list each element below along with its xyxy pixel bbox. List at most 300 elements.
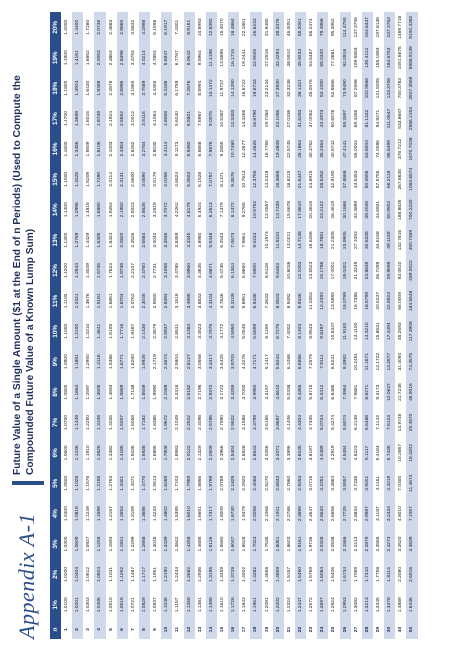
- value-cell: 5.9360: [184, 134, 195, 164]
- value-cell: 1.5609: [86, 141, 92, 157]
- period-cell: 21: [286, 626, 292, 633]
- value-cell: 4.8223: [353, 445, 359, 461]
- value-cell: 87.2598: [353, 79, 359, 98]
- header-rate: 4%: [50, 498, 61, 528]
- value-cell: 1.0303: [86, 597, 92, 613]
- value-cell: 1.4802: [161, 498, 172, 528]
- value-cell: 3.0012: [130, 111, 136, 127]
- value-cell: 9.0243: [250, 225, 261, 255]
- value-cell: 4.3839: [406, 529, 417, 559]
- value-cell: 28.6252: [317, 164, 328, 194]
- value-cell: 164.8447: [362, 12, 373, 43]
- value-cell: 2566.2153: [406, 103, 417, 133]
- value-cell: 23.9905: [340, 225, 351, 255]
- value-cell: 3.8197: [309, 445, 315, 461]
- value-cell: 11.9737: [220, 79, 226, 97]
- value-cell: 1.3310: [86, 323, 92, 339]
- value-cell: 1.0406: [94, 590, 105, 620]
- value-cell: 15.1786: [317, 255, 328, 285]
- value-cell: 69.3455: [353, 109, 359, 128]
- value-cell: 1.8424: [108, 232, 114, 248]
- value-cell: 6.2613: [206, 195, 217, 225]
- value-cell: 57.5755: [376, 170, 381, 189]
- value-cell: 79.4968: [317, 12, 328, 43]
- value-cell: 1.4258: [184, 529, 195, 559]
- table-row: [172, 12, 183, 639]
- value-cell: 1.5157: [286, 566, 292, 582]
- value-cell: 13.5523: [309, 261, 315, 280]
- value-cell: 2.7860: [286, 475, 292, 491]
- value-cell: 1.1500: [64, 171, 70, 187]
- value-cell: 3.4523: [197, 323, 203, 339]
- period-cell: 40: [398, 626, 404, 633]
- value-cell: 32.4294: [273, 43, 284, 73]
- value-cell: 7.2633: [264, 293, 270, 309]
- value-cell: 3.8697: [273, 407, 284, 437]
- value-cell: 7.9881: [353, 384, 359, 400]
- header-rate: 1%: [50, 590, 61, 620]
- value-cell: 5.1173: [175, 141, 181, 157]
- value-cell: 1.3345: [376, 597, 381, 613]
- table-row: [61, 12, 72, 639]
- value-cell: 4.3635: [197, 263, 203, 278]
- value-cell: 10.8038: [286, 261, 292, 280]
- value-cell: 14.4210: [362, 316, 373, 346]
- value-cell: 1.1961: [250, 590, 261, 620]
- value-cell: 4.4114: [161, 134, 172, 164]
- value-cell: 1.8106: [94, 134, 105, 164]
- value-cell: 2.1719: [153, 354, 159, 370]
- value-cell: 1.0612: [86, 566, 92, 582]
- value-cell: 32.9190: [331, 170, 337, 189]
- value-cell: 1.4233: [153, 506, 159, 522]
- value-cell: 5.0338: [286, 384, 292, 400]
- value-cell: 3927.3569: [406, 73, 417, 103]
- value-cell: 1.1941: [117, 529, 128, 559]
- value-cell: 5.4184: [376, 445, 381, 461]
- value-cell: 3.1855: [130, 80, 136, 96]
- period-cell: 27: [353, 626, 359, 633]
- value-cell: 1.1381: [197, 597, 203, 613]
- header-rate: 19%: [50, 43, 61, 73]
- value-cell: 1.3401: [117, 468, 128, 498]
- period-cell: 2: [72, 620, 83, 639]
- value-cell: 4.8068: [161, 103, 172, 133]
- value-cell: 1.1843: [242, 597, 248, 613]
- value-cell: 81.1342: [362, 103, 373, 133]
- value-cell: 7.9861: [242, 232, 248, 248]
- value-cell: 2.1436: [139, 316, 150, 346]
- value-cell: 1.6058: [130, 414, 136, 430]
- value-cell: 19.7484: [264, 109, 270, 128]
- value-cell: 1.2202: [273, 590, 284, 620]
- value-cell: 7.2579: [309, 354, 315, 370]
- value-cell: 3.8359: [175, 232, 181, 248]
- value-cell: 2.2080: [398, 566, 404, 582]
- value-cell: 1.8603: [286, 536, 292, 552]
- value-cell: 1.4026: [108, 414, 114, 430]
- value-cell: 1.1400: [64, 202, 70, 218]
- value-cell: 32.3238: [286, 79, 292, 98]
- value-cell: 13.5895: [220, 48, 226, 67]
- value-cell: 2.1068: [264, 506, 270, 522]
- value-cell: 1.4568: [264, 566, 270, 582]
- value-cell: 18.4884: [228, 12, 239, 43]
- value-cell: 1.8704: [117, 286, 128, 316]
- value-cell: 46.9016: [406, 377, 417, 407]
- value-cell: 117.3909: [406, 316, 417, 346]
- value-cell: 2.6928: [242, 445, 248, 461]
- value-cell: 17.8610: [295, 195, 306, 225]
- value-cell: 1.9388: [94, 73, 105, 103]
- value-cell: 1.8009: [220, 506, 226, 522]
- value-cell: 2.2879: [362, 529, 373, 559]
- value-cell: 1.6528: [242, 536, 248, 552]
- value-cell: 1.2936: [197, 566, 203, 582]
- value-cell: 10.0627: [384, 377, 395, 407]
- value-cell: 39.1159: [384, 225, 395, 255]
- value-cell: 2.6996: [117, 73, 128, 103]
- value-cell: 50.6578: [331, 109, 337, 128]
- value-cell: 2.4760: [139, 255, 150, 285]
- value-cell: 1.5735: [94, 255, 105, 285]
- value-cell: 12.3755: [250, 164, 261, 194]
- value-cell: 9100.4382: [406, 12, 417, 43]
- table-row: [284, 12, 295, 639]
- table-row: [317, 12, 328, 639]
- value-cell: 2.5633: [317, 498, 328, 528]
- value-cell: 8.6231: [331, 354, 337, 370]
- value-cell: 66.2118: [384, 164, 395, 194]
- value-cell: 5.8074: [340, 407, 351, 437]
- value-cell: 1.2434: [175, 566, 181, 582]
- value-cell: 7.1067: [406, 498, 417, 528]
- value-cell: 2.8398: [117, 43, 128, 73]
- value-cell: 3.2434: [384, 498, 395, 528]
- value-cell: 21.2305: [331, 231, 337, 249]
- header-rate: 10%: [50, 316, 61, 346]
- value-cell: 1.3225: [72, 164, 83, 194]
- value-cell: 1.4693: [108, 384, 114, 400]
- table-row: [273, 12, 284, 639]
- value-cell: 11.1671: [362, 346, 373, 376]
- value-cell: 1.8385: [153, 414, 159, 430]
- period-cell: 20: [273, 620, 284, 639]
- value-cell: 3.2784: [139, 134, 150, 164]
- value-cell: 1.0201: [72, 590, 83, 620]
- value-cell: 2.2609: [206, 438, 217, 468]
- value-cell: 3.7335: [353, 475, 359, 491]
- header-rate: 5%: [50, 468, 61, 498]
- value-cell: 3.9703: [228, 346, 239, 376]
- value-cell: 5.8951: [242, 293, 248, 309]
- value-cell: 27.2516: [264, 48, 270, 67]
- value-cell: 15.0799: [340, 286, 351, 316]
- value-cell: 1083.6574: [406, 164, 417, 194]
- value-cell: 4.3219: [384, 468, 395, 498]
- value-cell: 2.4647: [309, 506, 315, 522]
- value-cell: 1.7317: [206, 498, 217, 528]
- value-cell: 9.3173: [376, 384, 381, 400]
- value-cell: 22.5745: [286, 140, 292, 158]
- value-cell: 1.0400: [64, 506, 70, 522]
- value-cell: 4.1772: [220, 323, 226, 339]
- table-row: [250, 12, 261, 639]
- value-cell: 13.1100: [353, 322, 359, 340]
- value-cell: 1.4815: [86, 202, 92, 218]
- table-row: [184, 12, 195, 639]
- value-cell: 4.4355: [153, 80, 159, 96]
- value-cell: 2.7590: [220, 414, 226, 430]
- value-cell: 22.8923: [384, 286, 395, 316]
- header-rate: 3%: [50, 529, 61, 559]
- value-cell: 2.5404: [228, 438, 239, 468]
- value-cell: 3.4259: [228, 377, 239, 407]
- value-cell: 1.7069: [353, 566, 359, 582]
- value-cell: 20.6237: [376, 292, 381, 310]
- header-rate: 12%: [50, 255, 61, 285]
- value-cell: 7.6900: [250, 255, 261, 285]
- value-cell: 1.9736: [309, 536, 315, 552]
- value-cell: 63.8004: [362, 134, 373, 164]
- value-cell: 1.0937: [153, 597, 159, 613]
- value-cell: 45.9233: [295, 43, 306, 73]
- value-cell: 2.5023: [130, 202, 136, 218]
- value-cell: 29.4570: [406, 407, 417, 437]
- value-cell: 23.2144: [264, 79, 270, 98]
- value-cell: 1.7103: [175, 475, 181, 491]
- value-cell: 1.1025: [72, 468, 83, 498]
- value-cell: 3.5179: [153, 171, 159, 187]
- value-cell: 4.5950: [228, 316, 239, 346]
- value-cell: 3.6425: [220, 354, 226, 370]
- value-cell: 10.6993: [197, 18, 203, 37]
- value-cell: 102.9666: [362, 73, 373, 103]
- value-cell: 1.5938: [139, 438, 150, 468]
- value-cell: 1.0300: [64, 536, 70, 552]
- header-rate: 7%: [50, 407, 61, 437]
- value-cell: 2.2788: [286, 506, 292, 522]
- value-cell: 23.8839: [362, 255, 373, 285]
- value-cell: 184.6753: [384, 43, 395, 73]
- value-cell: 3.0590: [139, 164, 150, 194]
- value-cell: 5.4924: [197, 202, 203, 218]
- value-cell: 1.6016: [86, 111, 92, 127]
- value-cell: 378.7212: [398, 138, 404, 160]
- value-cell: 6.1759: [175, 80, 181, 96]
- table-row: [362, 12, 373, 639]
- value-cell: 6.8858: [197, 141, 203, 157]
- table-row: [328, 12, 339, 639]
- value-cell: 18.7881: [317, 225, 328, 255]
- value-cell: 1.4889: [398, 597, 404, 613]
- table-row: [351, 12, 362, 639]
- value-cell: 2.1589: [161, 377, 172, 407]
- period-cell: 19: [264, 626, 270, 633]
- value-cell: 1.4859: [273, 559, 284, 589]
- table-row: [217, 12, 228, 639]
- value-cell: 3.0715: [309, 475, 315, 491]
- value-cell: 1.2950: [86, 354, 92, 370]
- table-row: [239, 12, 250, 639]
- value-cell: 24.8915: [309, 170, 315, 189]
- value-cell: 7.1379: [220, 202, 226, 218]
- header-rate: 16%: [50, 134, 61, 164]
- value-cell: 1.7535: [264, 536, 270, 552]
- value-cell: 4.3345: [184, 225, 195, 255]
- value-cell: 1.5769: [309, 566, 315, 582]
- value-cell: 13.5855: [331, 292, 337, 310]
- value-cell: 50.9502: [384, 195, 395, 225]
- header-rate: 9%: [50, 346, 61, 376]
- value-cell: 1.8983: [175, 445, 181, 461]
- value-cell: 1.3213: [362, 590, 373, 620]
- value-cell: 1.1268: [184, 590, 195, 620]
- value-cell: 4.4304: [295, 407, 306, 437]
- value-cell: 1.0500: [64, 475, 70, 491]
- value-cell: 1.9990: [153, 384, 159, 400]
- title-divider: [12, 481, 44, 485]
- value-cell: 1.2763: [108, 475, 114, 491]
- value-cell: 111.0647: [384, 103, 395, 133]
- value-cell: 27.3930: [273, 73, 284, 103]
- value-cell: 2.5580: [153, 293, 159, 309]
- value-cell: 1.7138: [130, 384, 136, 400]
- value-cell: 533.8687: [398, 108, 404, 129]
- value-cell: 47.4141: [340, 134, 351, 164]
- value-cell: 2.3674: [161, 346, 172, 376]
- value-cell: 38.5910: [286, 48, 292, 67]
- value-cell: 19.4608: [273, 134, 284, 164]
- value-cell: 2.4066: [250, 468, 261, 498]
- period-cell: 6: [117, 620, 128, 639]
- value-cell: 5.1117: [362, 438, 373, 468]
- value-cell: 2.0328: [317, 529, 328, 559]
- value-cell: 1.7024: [250, 529, 261, 559]
- value-cell: 26.1864: [295, 134, 306, 164]
- value-cell: 16.8790: [250, 103, 261, 133]
- value-cell: 2.5937: [161, 316, 172, 346]
- table-row: [94, 12, 105, 639]
- value-cell: 2.0820: [117, 225, 128, 255]
- value-cell: 1.0600: [64, 445, 70, 461]
- value-cell: 1.2250: [86, 414, 92, 430]
- value-cell: 4.3276: [242, 354, 248, 370]
- value-cell: 1.6084: [317, 559, 328, 589]
- value-cell: 1.6734: [340, 559, 351, 589]
- value-cell: 22.1861: [242, 18, 248, 37]
- value-cell: 16.1715: [228, 43, 239, 73]
- period-cell: 15: [220, 626, 226, 633]
- value-cell: 1.2824: [331, 597, 337, 613]
- value-cell: 1.5460: [295, 559, 306, 589]
- value-cell: 1.0609: [72, 529, 83, 559]
- table-row: [395, 12, 406, 639]
- value-cell: 1.1449: [72, 407, 83, 437]
- value-cell: 31.4094: [398, 352, 404, 371]
- value-cell: 2.9253: [295, 468, 306, 498]
- value-cell: 1.4429: [86, 232, 92, 248]
- value-cell: 6.5801: [184, 103, 195, 133]
- value-cell: 3.0658: [197, 354, 203, 370]
- value-cell: 7.3964: [340, 377, 351, 407]
- value-cell: 1.3459: [220, 566, 226, 582]
- value-cell: 43.2973: [317, 103, 328, 133]
- period-cell: 13: [197, 626, 203, 633]
- period-cell: 26: [340, 620, 351, 639]
- value-cell: 2.3316: [175, 384, 181, 400]
- value-cell: 21.3249: [353, 261, 359, 280]
- value-cell: 1.0510: [108, 597, 114, 613]
- value-cell: 1.0900: [64, 354, 70, 370]
- value-cell: 6.1528: [197, 171, 203, 187]
- value-cell: 1.5007: [117, 407, 128, 437]
- value-cell: 1.6305: [94, 225, 105, 255]
- value-cell: 121.5005: [376, 77, 381, 99]
- value-cell: 40.8742: [331, 140, 337, 158]
- value-cell: 3.3793: [130, 50, 136, 66]
- value-cell: 1.4002: [242, 566, 248, 582]
- value-cell: 2.0122: [184, 438, 195, 468]
- value-cell: 2.8526: [139, 195, 150, 225]
- value-cell: 2.4883: [108, 19, 114, 35]
- table-row: [206, 12, 217, 639]
- value-cell: 1.3439: [161, 529, 172, 559]
- value-cell: 7.4301: [175, 19, 181, 35]
- value-cell: 13.0211: [286, 231, 292, 249]
- value-cell: 1.0615: [117, 590, 128, 620]
- value-cell: 1.2769: [72, 225, 83, 255]
- value-cell: 4.6524: [175, 171, 181, 187]
- value-cell: 8.6271: [362, 377, 373, 407]
- value-cell: 1051.6675: [398, 46, 404, 70]
- value-cell: 1.6446: [406, 590, 417, 620]
- value-cell: 5.0724: [317, 407, 328, 437]
- value-cell: 2.0762: [130, 293, 136, 309]
- value-cell: 5.1598: [153, 19, 159, 35]
- value-cell: 3.0256: [264, 445, 270, 461]
- value-cell: 2.3864: [108, 50, 114, 66]
- value-cell: 7.0757: [206, 164, 217, 194]
- value-cell: 14.4625: [250, 134, 261, 164]
- value-cell: 1.2597: [86, 384, 92, 400]
- value-cell: 3.4985: [184, 286, 195, 316]
- value-cell: 1.4641: [94, 316, 105, 346]
- value-cell: 12.2392: [317, 286, 328, 316]
- value-cell: 12.8392: [206, 12, 217, 43]
- value-cell: 1.7623: [108, 263, 114, 278]
- value-cell: 21.6447: [295, 164, 306, 194]
- value-cell: 26.6233: [250, 12, 261, 43]
- value-cell: 3.3946: [161, 225, 172, 255]
- value-cell: 7.4002: [286, 323, 292, 339]
- value-cell: 65.0009: [398, 292, 404, 310]
- value-cell: 37.0062: [309, 109, 315, 128]
- value-cell: 1.5181: [94, 286, 105, 316]
- value-cell: 1.7280: [86, 19, 92, 35]
- value-cell: 1.1699: [94, 498, 105, 528]
- header-rate: 6%: [50, 438, 61, 468]
- value-cell: 6.6586: [295, 346, 306, 376]
- value-cell: 2.2213: [353, 536, 359, 552]
- value-cell: 9.2655: [220, 141, 226, 157]
- value-cell: 2.2522: [184, 407, 195, 437]
- value-cell: 55.0004: [353, 140, 359, 158]
- value-cell: 2.0258: [250, 498, 261, 528]
- value-cell: 14.2318: [264, 170, 270, 189]
- period-cell: 25: [331, 626, 337, 633]
- value-cell: 11.4198: [206, 43, 217, 73]
